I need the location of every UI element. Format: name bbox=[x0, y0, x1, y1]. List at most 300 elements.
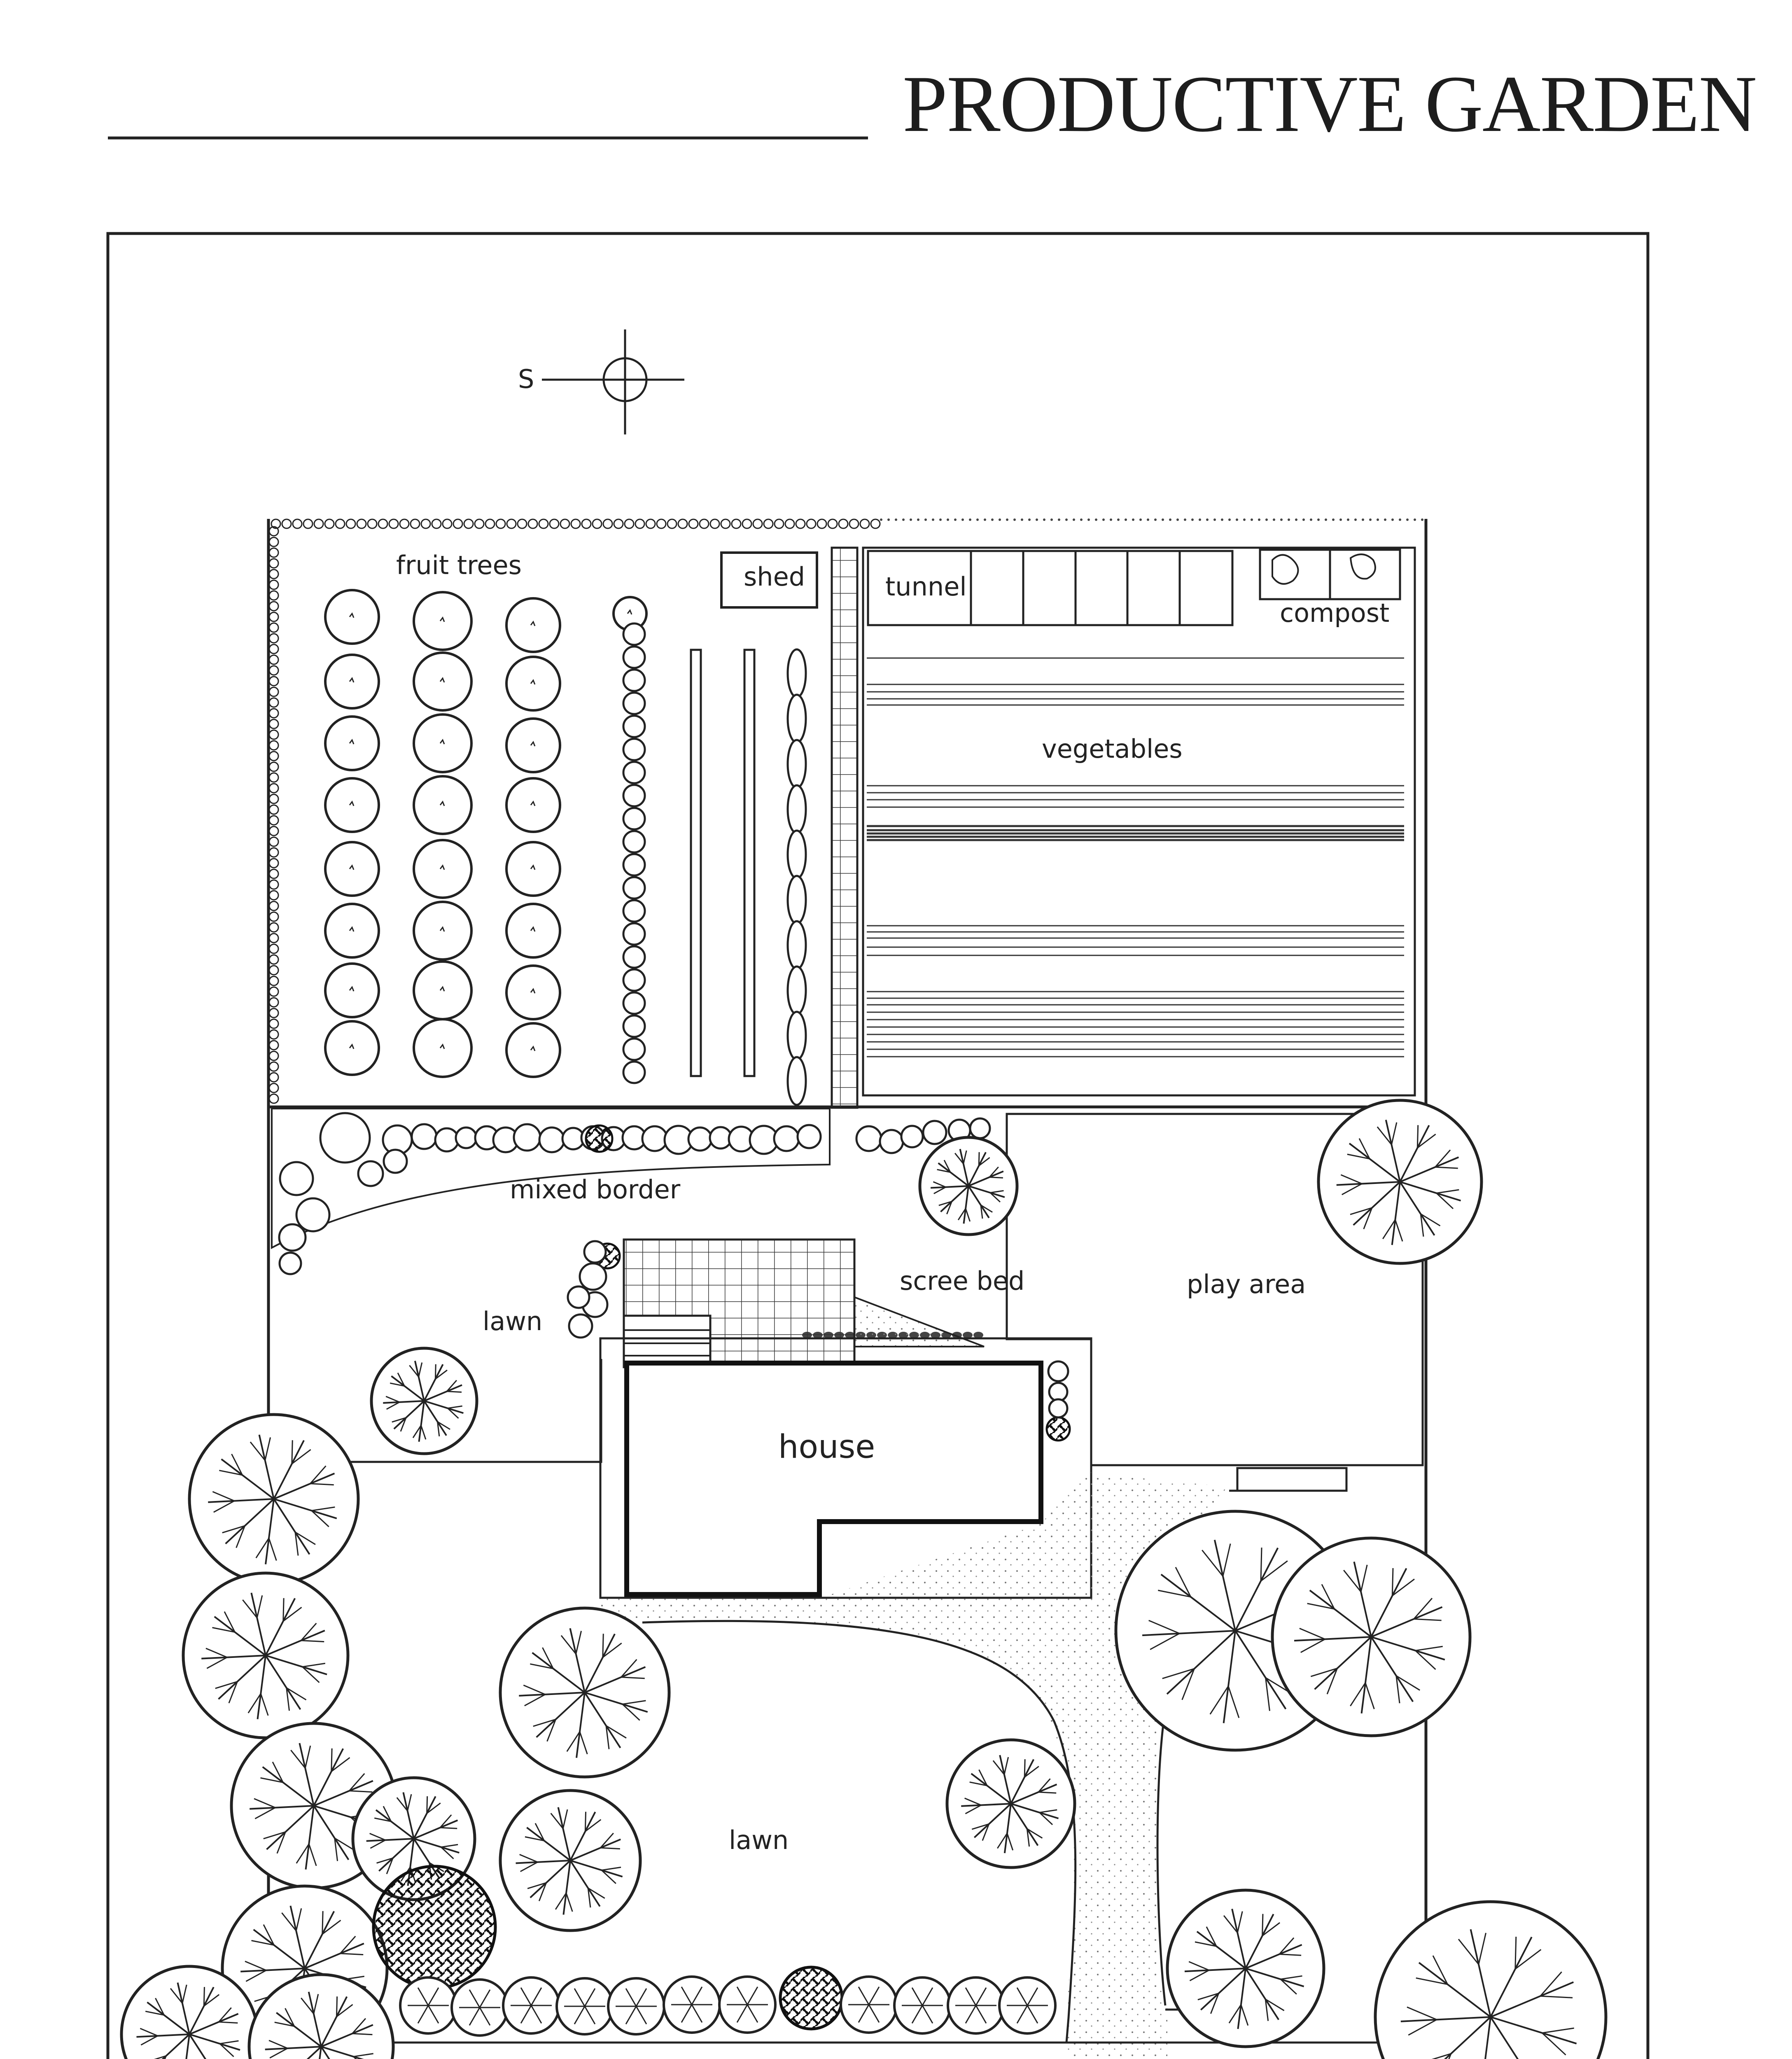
hedge-plant bbox=[269, 644, 278, 654]
hedge-plant bbox=[269, 955, 278, 964]
hedge-plant bbox=[269, 666, 278, 675]
lawn-main-label: lawn bbox=[729, 1825, 789, 1855]
shrub-icon bbox=[841, 1977, 897, 2033]
shrub-icon bbox=[880, 1130, 903, 1153]
vine-plant bbox=[788, 831, 806, 878]
shrub-icon bbox=[557, 1978, 613, 2034]
bush-fruit-icon bbox=[623, 808, 645, 829]
broadleaved-evergreen-icon bbox=[780, 1967, 842, 2029]
hedge-plant bbox=[839, 519, 848, 528]
boundary-dot bbox=[1199, 518, 1201, 521]
hedge-plant bbox=[689, 519, 698, 528]
shrub-icon bbox=[569, 1314, 592, 1338]
fruit-tree-icon bbox=[414, 714, 471, 772]
boundary-dot bbox=[1125, 518, 1127, 521]
hedge-plant bbox=[614, 519, 623, 528]
hedge-plant bbox=[269, 923, 278, 932]
boundary-dot bbox=[1391, 518, 1394, 521]
hedge-plant bbox=[860, 519, 869, 528]
hedge-plant bbox=[269, 944, 278, 953]
hedge-plant bbox=[871, 519, 880, 528]
orchard bbox=[325, 590, 806, 1105]
boundary-dot bbox=[991, 518, 994, 521]
broadleaved-evergreen-icon bbox=[586, 1125, 612, 1152]
boundary-dot bbox=[1006, 518, 1008, 521]
hedge-plant bbox=[475, 519, 484, 528]
hedge-plant bbox=[269, 623, 278, 632]
fruit-tree-icon bbox=[414, 776, 471, 834]
hedge-plant bbox=[269, 591, 278, 600]
bush-fruit-icon bbox=[623, 923, 645, 945]
shrub-icon bbox=[642, 1126, 667, 1151]
shrub-icon bbox=[999, 1977, 1055, 2033]
compost-bins bbox=[1260, 550, 1400, 599]
hedge-plant bbox=[325, 519, 334, 528]
tree-icon bbox=[1167, 1890, 1324, 2047]
hedge-plant bbox=[518, 519, 527, 528]
hedge-plant bbox=[411, 519, 420, 528]
hedge-plant bbox=[700, 519, 709, 528]
fruit-tree-icon bbox=[506, 904, 560, 957]
shed-label: shed bbox=[744, 562, 805, 592]
boundary-dot bbox=[1043, 518, 1045, 521]
bush-fruit-icon bbox=[623, 854, 645, 875]
hedge-plant bbox=[269, 773, 278, 782]
boundary-dot bbox=[939, 518, 942, 521]
grid-path bbox=[832, 548, 857, 1108]
boundary-dot bbox=[1236, 518, 1238, 521]
fruit-tree-icon bbox=[506, 842, 560, 896]
boundary-dot bbox=[969, 518, 971, 521]
hedge-plant bbox=[346, 519, 355, 528]
vegetable-plot bbox=[863, 548, 1415, 1095]
top-hedge bbox=[271, 518, 1423, 528]
boundary-dot bbox=[1080, 518, 1083, 521]
boundary-dot bbox=[1117, 518, 1120, 521]
boundary-dot bbox=[1310, 518, 1312, 521]
hedge-plant bbox=[732, 519, 741, 528]
house-label: house bbox=[778, 1429, 875, 1466]
bush-fruit-icon bbox=[623, 693, 645, 714]
shrub-icon bbox=[503, 1977, 559, 2033]
hedge-plant bbox=[432, 519, 441, 528]
hedge-plant bbox=[785, 519, 794, 528]
hedge-plant bbox=[269, 634, 278, 643]
shrub-icon bbox=[901, 1126, 923, 1147]
fruit-tree-icon bbox=[414, 592, 471, 650]
hedge-plant bbox=[625, 519, 634, 528]
tree-icon bbox=[1318, 1100, 1482, 1263]
hedge-plant bbox=[485, 519, 495, 528]
hedge-plant bbox=[269, 709, 278, 718]
bush-fruit-icon bbox=[623, 1062, 645, 1083]
boundary-dot bbox=[1036, 518, 1038, 521]
boundary-dot bbox=[1147, 518, 1149, 521]
hedge-plant bbox=[742, 519, 751, 528]
shrub-icon bbox=[688, 1128, 712, 1151]
hedge-plant bbox=[269, 655, 278, 664]
hedge-plant bbox=[753, 519, 762, 528]
shrub-icon bbox=[296, 1198, 329, 1231]
tunnel-label: tunnel bbox=[885, 572, 967, 602]
fruit-tree-icon bbox=[414, 1019, 471, 1077]
boundary-dot bbox=[917, 518, 919, 521]
hedge-plant bbox=[269, 987, 278, 996]
hedge-plant bbox=[657, 519, 666, 528]
boundary-dot bbox=[1050, 518, 1053, 521]
shrub-icon bbox=[608, 1978, 664, 2034]
hedge-plant bbox=[269, 752, 278, 761]
shrub-icon bbox=[1049, 1399, 1067, 1417]
boundary-dot bbox=[954, 518, 957, 521]
shrub-icon bbox=[358, 1161, 383, 1186]
scree-bed-label: scree bed bbox=[900, 1266, 1025, 1296]
bush-fruit-icon bbox=[623, 785, 645, 806]
hedge-plant bbox=[667, 519, 677, 528]
fruit-tree-icon bbox=[506, 719, 560, 772]
boundary-dot bbox=[1295, 518, 1297, 521]
hedge-plant bbox=[721, 519, 730, 528]
hedge-plant bbox=[269, 934, 278, 943]
boundary-dot bbox=[932, 518, 934, 521]
bush-fruit-icon bbox=[623, 670, 645, 691]
vine-plant bbox=[788, 649, 806, 697]
hedge-plant bbox=[269, 687, 278, 696]
fruit-tree-icon bbox=[414, 962, 471, 1019]
hedge-plant bbox=[303, 519, 313, 528]
boundary-dot bbox=[1132, 518, 1134, 521]
boundary-dot bbox=[1362, 518, 1364, 521]
tree-icon bbox=[1375, 1902, 1606, 2059]
fruit-tree-icon bbox=[414, 653, 471, 710]
shrub-icon bbox=[280, 1253, 301, 1274]
shrub-icon bbox=[435, 1128, 458, 1151]
hedge-plant bbox=[314, 519, 323, 528]
tree-icon bbox=[500, 1608, 669, 1777]
hedge-plant bbox=[269, 741, 278, 750]
boundary-dot bbox=[1176, 518, 1179, 521]
vine-plant bbox=[788, 695, 806, 742]
hedge-plant bbox=[269, 848, 278, 857]
shrub-icon bbox=[539, 1128, 564, 1152]
bush-fruit-icon bbox=[623, 877, 645, 899]
boundary-dot bbox=[1406, 518, 1409, 521]
shrub-icon bbox=[856, 1126, 881, 1151]
shrub-icon bbox=[412, 1124, 436, 1149]
boundary-dot bbox=[1302, 518, 1305, 521]
hedge-plant bbox=[269, 784, 278, 793]
boundary-dot bbox=[1414, 518, 1416, 521]
hedge-plant bbox=[269, 998, 278, 1007]
hedge-plant bbox=[269, 602, 278, 611]
boundary-dot bbox=[1273, 518, 1275, 521]
boundary-dot bbox=[1369, 518, 1372, 521]
vine-plant bbox=[788, 1057, 806, 1105]
vegetables-label: vegetables bbox=[1042, 734, 1183, 764]
boundary-dot bbox=[895, 518, 897, 521]
compost-label: compost bbox=[1280, 598, 1390, 628]
hedge-plant bbox=[269, 901, 278, 910]
shrub-icon bbox=[456, 1128, 476, 1148]
hedge-plant bbox=[269, 1030, 278, 1039]
hedge-plant bbox=[269, 1083, 278, 1093]
fruit-tree-icon bbox=[325, 842, 379, 896]
boundary-dot bbox=[1317, 518, 1320, 521]
hedge-plant bbox=[764, 519, 773, 528]
boundary-dot bbox=[947, 518, 949, 521]
hedge-plant bbox=[560, 519, 569, 528]
shrub-icon bbox=[719, 1977, 775, 2033]
vine-plant bbox=[788, 966, 806, 1014]
hedge-plant bbox=[269, 1062, 278, 1071]
boundary-dot bbox=[984, 518, 986, 521]
boundary-dot bbox=[961, 518, 964, 521]
boundary-dot bbox=[976, 518, 979, 521]
hedge-plant bbox=[269, 1008, 278, 1018]
hedge-plant bbox=[269, 1051, 278, 1060]
boundary-dot bbox=[1332, 518, 1335, 521]
shrub-icon bbox=[400, 1977, 456, 2033]
hedge-plant bbox=[496, 519, 505, 528]
shrub-icon bbox=[580, 1263, 606, 1290]
broadleaved-evergreen-icon bbox=[1047, 1417, 1070, 1440]
shrub-icon bbox=[1048, 1361, 1068, 1381]
shrub-icon bbox=[320, 1113, 370, 1163]
boundary-dot bbox=[1258, 518, 1260, 521]
compass-label: S bbox=[518, 364, 534, 394]
hedge-plant bbox=[828, 519, 837, 528]
hedge-plant bbox=[389, 519, 398, 528]
hedge-plant bbox=[269, 966, 278, 975]
tree-icon bbox=[1272, 1538, 1470, 1736]
hedge-plant bbox=[710, 519, 719, 528]
hedge-plant bbox=[593, 519, 602, 528]
mixed-border-label: mixed border bbox=[510, 1174, 681, 1205]
hedge-plant bbox=[269, 1094, 278, 1103]
boundary-dot bbox=[1325, 518, 1327, 521]
boundary-dot bbox=[1169, 518, 1171, 521]
boundary-dot bbox=[1102, 518, 1105, 521]
bush-fruit-icon bbox=[623, 1039, 645, 1060]
hedge-plant bbox=[282, 519, 291, 528]
shrub-icon bbox=[664, 1977, 720, 2033]
boundary-dot bbox=[1347, 518, 1349, 521]
boundary-dot bbox=[1206, 518, 1209, 521]
hedge-plant bbox=[293, 519, 302, 528]
hedge-plant bbox=[453, 519, 462, 528]
tree-icon bbox=[947, 1740, 1075, 1868]
hedge-plant bbox=[678, 519, 687, 528]
hedge-plant bbox=[269, 912, 278, 921]
fruit-tree-icon bbox=[506, 1023, 560, 1077]
boundary-dot bbox=[1377, 518, 1379, 521]
bush-fruit-icon bbox=[623, 992, 645, 1014]
fruit-tree-icon bbox=[325, 655, 379, 708]
hedge-plant bbox=[368, 519, 377, 528]
boundary-dot bbox=[1065, 518, 1068, 521]
hedge-plant bbox=[269, 1019, 278, 1028]
compass-icon bbox=[542, 329, 684, 434]
hedge-plant bbox=[539, 519, 548, 528]
shrub-icon bbox=[1049, 1383, 1067, 1401]
boundary-dot bbox=[1154, 518, 1157, 521]
hedge-plant bbox=[269, 869, 278, 878]
tree-icon bbox=[189, 1415, 358, 1583]
boundary-dot bbox=[1162, 518, 1164, 521]
hedge-plant bbox=[269, 537, 278, 546]
fruit-tree-icon bbox=[325, 904, 379, 957]
fruit-tree-icon bbox=[325, 717, 379, 770]
bush-fruit-icon bbox=[623, 647, 645, 668]
shrub-icon bbox=[798, 1125, 821, 1148]
hedge-plant bbox=[849, 519, 859, 528]
hedge-plant bbox=[269, 880, 278, 889]
hedge-plant bbox=[357, 519, 366, 528]
hedge-plant bbox=[269, 816, 278, 825]
boundary-dot bbox=[910, 518, 912, 521]
hedge-plant bbox=[269, 719, 278, 728]
shrub-icon bbox=[568, 1286, 589, 1308]
hedge-plant bbox=[603, 519, 612, 528]
hedge-plant bbox=[571, 519, 580, 528]
boundary-dot bbox=[1013, 518, 1016, 521]
boundary-dot bbox=[924, 518, 927, 521]
hedge-plant bbox=[269, 826, 278, 836]
broadleaved-evergreen-icon bbox=[373, 1866, 495, 1988]
hedge-plant bbox=[269, 570, 278, 579]
vine-plant bbox=[788, 1012, 806, 1060]
hedge-plant bbox=[269, 580, 278, 589]
shrub-icon bbox=[514, 1124, 540, 1151]
boundary-dot bbox=[1288, 518, 1290, 521]
boundary-dot bbox=[1228, 518, 1231, 521]
vine-plant bbox=[788, 921, 806, 969]
hedge-plant bbox=[269, 976, 278, 985]
vine-plant bbox=[788, 740, 806, 788]
shrub-icon bbox=[774, 1126, 799, 1151]
boundary-dot bbox=[1095, 518, 1097, 521]
bush-fruit-icon bbox=[623, 716, 645, 737]
vegetable-rows bbox=[867, 658, 1404, 1057]
bush-fruit-icon bbox=[623, 831, 645, 852]
hedge-plant bbox=[582, 519, 591, 528]
bush-fruit-icon bbox=[623, 969, 645, 991]
shrub-icon bbox=[452, 1980, 508, 2036]
boundary-dot bbox=[999, 518, 1001, 521]
hedge-plant bbox=[464, 519, 473, 528]
bush-fruit-icon bbox=[623, 762, 645, 783]
hedge-plant bbox=[269, 677, 278, 686]
boundary-dot bbox=[1339, 518, 1342, 521]
boundary-dot bbox=[1265, 518, 1268, 521]
hedge-plant bbox=[646, 519, 655, 528]
hedge-plant bbox=[269, 859, 278, 868]
fruit-tree-icon bbox=[325, 590, 379, 644]
shrub-icon bbox=[970, 1118, 990, 1138]
tree-icon bbox=[371, 1348, 477, 1454]
boundary-dot bbox=[1251, 518, 1253, 521]
hedge-plant bbox=[269, 762, 278, 771]
hedge-plant bbox=[528, 519, 537, 528]
fruit-tree-icon bbox=[325, 1021, 379, 1075]
hedge-plant bbox=[817, 519, 826, 528]
boundary-dot bbox=[1073, 518, 1075, 521]
play-area-label: play area bbox=[1187, 1269, 1306, 1299]
boundary-dot bbox=[1280, 518, 1283, 521]
vine-row bbox=[788, 649, 806, 1105]
hedge-plant bbox=[269, 559, 278, 568]
hedge-plant bbox=[550, 519, 559, 528]
tree-icon bbox=[183, 1573, 348, 1738]
hedge-plant bbox=[269, 1041, 278, 1050]
shrub-icon bbox=[384, 1150, 407, 1173]
boundary-dot bbox=[1184, 518, 1186, 521]
boundary-dot bbox=[1191, 518, 1194, 521]
bush-fruit-icon bbox=[623, 946, 645, 968]
left-hedge bbox=[269, 527, 278, 1103]
bush-fruit-icon bbox=[623, 623, 645, 645]
boundary-dot bbox=[880, 518, 882, 521]
boundary-dot bbox=[902, 518, 905, 521]
fruit-tree-icon bbox=[325, 778, 379, 832]
shrub-icon bbox=[923, 1121, 946, 1144]
hedge-plant bbox=[269, 837, 278, 846]
trees bbox=[121, 1100, 1606, 2059]
boundary-dot bbox=[1399, 518, 1401, 521]
boundary-dot bbox=[1213, 518, 1216, 521]
shrub-icon bbox=[948, 1977, 1004, 2033]
hedge-plant bbox=[269, 548, 278, 557]
tree-icon bbox=[500, 1791, 640, 1931]
fruit-tree-icon bbox=[506, 598, 560, 652]
boundary-dot bbox=[1028, 518, 1031, 521]
hedge-plant bbox=[400, 519, 409, 528]
shrub-icon bbox=[279, 1224, 306, 1251]
boundary-dot bbox=[1058, 518, 1060, 521]
hedge-plant bbox=[796, 519, 805, 528]
shrub-icon bbox=[280, 1162, 313, 1195]
hedge-plant bbox=[775, 519, 784, 528]
fruit-tree-icon bbox=[506, 778, 560, 832]
bush-fruit-icon bbox=[623, 900, 645, 922]
patio-steps bbox=[624, 1316, 710, 1367]
boundary-dot bbox=[1384, 518, 1386, 521]
cane-row bbox=[691, 650, 701, 1076]
lawn-small-label: lawn bbox=[483, 1306, 543, 1336]
fruit-tree-icon bbox=[506, 657, 560, 710]
vine-plant bbox=[788, 785, 806, 833]
fruit-trees-label: fruit trees bbox=[396, 550, 522, 580]
tree-icon bbox=[920, 1137, 1017, 1235]
vine-plant bbox=[788, 876, 806, 924]
hedge-plant bbox=[269, 612, 278, 621]
boundary-dot bbox=[1021, 518, 1023, 521]
boundary-dot bbox=[1421, 518, 1423, 521]
hedge-plant bbox=[443, 519, 452, 528]
boundary-dot bbox=[1221, 518, 1223, 521]
hedge-plant bbox=[269, 794, 278, 803]
hedge-plant bbox=[269, 730, 278, 739]
fruit-tree-icon bbox=[506, 966, 560, 1019]
cane-row bbox=[744, 650, 754, 1076]
hedge-plant bbox=[269, 805, 278, 814]
hedge-plant bbox=[807, 519, 816, 528]
hedge-plant bbox=[269, 891, 278, 900]
shrub-icon bbox=[584, 1241, 606, 1263]
boundary-dot bbox=[1354, 518, 1357, 521]
fruit-tree-icon bbox=[414, 840, 471, 898]
hedge-plant bbox=[635, 519, 644, 528]
